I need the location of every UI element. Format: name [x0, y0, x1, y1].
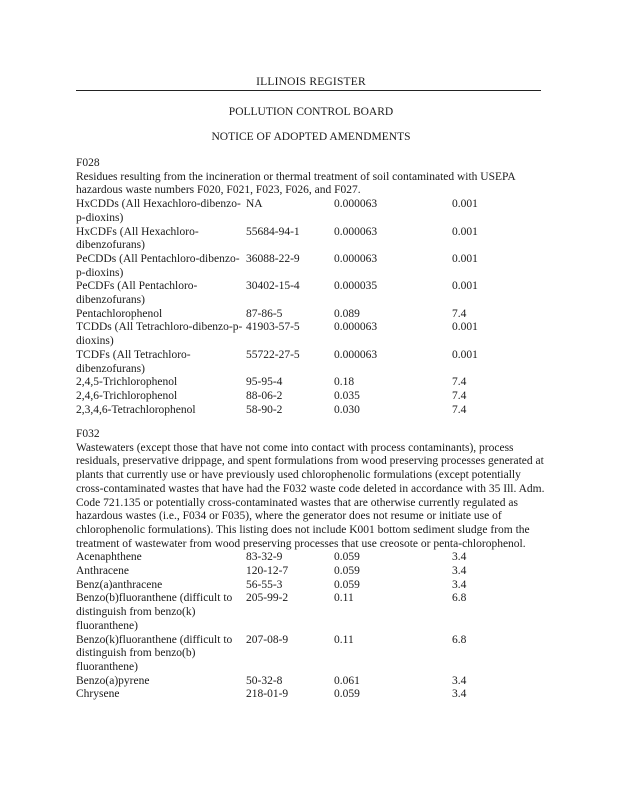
nonwastewater-standard: 6.8 — [452, 633, 467, 646]
constituent-name: Benzo(a)pyrene — [76, 674, 150, 687]
cas-number: 95-95-4 — [246, 376, 283, 389]
table-row — [76, 688, 548, 702]
cas-number: 30402-15-4 — [246, 280, 300, 293]
nonwastewater-standard: 6.8 — [452, 592, 467, 605]
cas-number: 55684-94-1 — [246, 225, 300, 238]
constituent-name: TCDFs (All Tetrachloro-dibenzofurans) — [76, 348, 191, 375]
constituent-name: Pentachlorophenol — [76, 307, 163, 320]
wastewater-standard: 0.059 — [334, 551, 360, 564]
table-row — [76, 349, 548, 376]
table-row — [76, 321, 548, 348]
constituent-name: Acenaphthene — [76, 551, 142, 564]
wastewater-standard: 0.000063 — [334, 348, 378, 361]
header-rule — [76, 90, 541, 91]
wastewater-standard: 0.059 — [334, 688, 360, 701]
nonwastewater-standard: 7.4 — [452, 403, 467, 416]
nonwastewater-standard: 3.4 — [452, 688, 467, 701]
nonwastewater-standard: 7.4 — [452, 307, 467, 320]
constituent-name: 2,4,5-Trichlorophenol — [76, 376, 178, 389]
constituent-name: PeCDFs (All Pentachloro-dibenzofurans) — [76, 280, 198, 307]
constituent-name: HxCDDs (All Hexachloro-dibenzo-p-dioxins) — [76, 198, 241, 224]
notice-title: NOTICE OF ADOPTED AMENDMENTS — [211, 131, 411, 143]
table-row — [76, 634, 548, 675]
constituent-name: Benzo(k)fluoranthene (difficult to distinguish from benzo(b) fluoranthene) — [76, 633, 233, 673]
table-row — [76, 226, 548, 253]
nonwastewater-standard: 3.4 — [452, 565, 467, 578]
nonwastewater-standard: 0.001 — [452, 225, 478, 238]
cas-number: 205-99-2 — [246, 592, 289, 605]
constituent-name: HxCDFs (All Hexachloro-dibenzofurans) — [76, 225, 199, 252]
nonwastewater-standard: 7.4 — [452, 389, 467, 402]
constituent-table — [76, 551, 548, 702]
nonwastewater-standard: 3.4 — [452, 578, 467, 591]
register-title: ILLINOIS REGISTER — [256, 76, 366, 88]
wastewater-standard: 0.11 — [334, 633, 354, 646]
table-row — [76, 565, 548, 579]
wastewater-standard: 0.000063 — [334, 252, 378, 265]
wastewater-standard: 0.030 — [334, 403, 360, 416]
table-row — [76, 308, 548, 322]
waste-code: F032 — [76, 428, 100, 440]
board-title: POLLUTION CONTROL BOARD — [228, 106, 394, 118]
wastewater-standard: 0.000063 — [334, 198, 378, 211]
cas-number: 41903-57-5 — [246, 321, 300, 334]
table-row — [76, 404, 548, 418]
cas-number: 56-55-3 — [246, 578, 283, 591]
table-row — [76, 675, 548, 689]
nonwastewater-standard: 7.4 — [452, 376, 467, 389]
nonwastewater-standard: 3.4 — [452, 551, 467, 564]
wastewater-standard: 0.059 — [334, 578, 360, 591]
waste-description: Residues resulting from the incineration or thermal treatment of soil contaminated with USEPA hazardous waste numbers F020, F021, F023, F026, and F027. — [76, 170, 516, 197]
wastewater-standard: 0.035 — [334, 389, 360, 402]
wastewater-standard: 0.059 — [334, 565, 360, 578]
cas-number: 218-01-9 — [246, 688, 289, 701]
cas-number: 88-06-2 — [246, 389, 283, 402]
waste-block-f032 — [76, 428, 548, 702]
waste-code: F028 — [76, 157, 100, 169]
constituent-name: Chrysene — [76, 688, 120, 701]
nonwastewater-standard: 0.001 — [452, 198, 478, 211]
nonwastewater-standard: 0.001 — [452, 252, 478, 265]
cas-number: 55722-27-5 — [246, 348, 300, 361]
nonwastewater-standard: 3.4 — [452, 674, 467, 687]
constituent-name: 2,4,6-Trichlorophenol — [76, 389, 178, 402]
constituent-name: 2,3,4,6-Tetrachlorophenol — [76, 403, 196, 416]
table-row — [76, 198, 548, 225]
cas-number: 36088-22-9 — [246, 252, 300, 265]
cas-number: NA — [246, 198, 263, 211]
wastewater-standard: 0.061 — [334, 674, 360, 687]
cas-number: 83-32-9 — [246, 551, 283, 564]
table-row — [76, 579, 548, 593]
cas-number: 50-32-8 — [246, 674, 283, 687]
constituent-name: Benz(a)anthracene — [76, 578, 163, 591]
table-row — [76, 551, 548, 565]
waste-description: Wastewaters (except those that have not come into contact with process contaminants), process residuals, preservative drippage, and spent formulations from wood preserving processes generated at plants that currently use or have previously used chlorophenolic formulations (except potentially cross-contaminated wastes that have had the F032 waste code deleted in accordance with 35 Ill. Adm. Code 721.135 or potentially cross-contaminated wastes that are otherwise currently regulated as hazardous wastes (i.e., F034 or F035), where the generator does not resume or initiate use of chlorophenolic formulations). This listing does not include K001 bottom sediment sludge from the treatment of wastewater from wood preserving processes that use creosote or penta-chlorophenol. — [76, 441, 545, 550]
wastewater-standard: 0.000035 — [334, 280, 378, 293]
table-row — [76, 280, 548, 307]
wastewater-standard: 0.089 — [334, 307, 360, 320]
wastewater-standard: 0.000063 — [334, 225, 378, 238]
cas-number: 87-86-5 — [246, 307, 283, 320]
table-row — [76, 376, 548, 390]
wastewater-standard: 0.18 — [334, 376, 355, 389]
constituent-name: Benzo(b)fluoranthene (difficult to distinguish from benzo(k) fluoranthene) — [76, 592, 233, 632]
waste-block-f028 — [76, 157, 548, 417]
cas-number: 207-08-9 — [246, 633, 289, 646]
table-row — [76, 592, 548, 633]
table-row — [76, 253, 548, 280]
constituent-name: PeCDDs (All Pentachloro-dibenzo-p-dioxins) — [76, 252, 240, 279]
wastewater-standard: 0.11 — [334, 592, 354, 605]
nonwastewater-standard: 0.001 — [452, 348, 478, 361]
cas-number: 58-90-2 — [246, 403, 283, 416]
nonwastewater-standard: 0.001 — [452, 280, 478, 293]
constituent-name: Anthracene — [76, 565, 129, 578]
wastewater-standard: 0.000063 — [334, 321, 378, 334]
nonwastewater-standard: 0.001 — [452, 321, 478, 334]
table-row — [76, 390, 548, 404]
constituent-name: TCDDs (All Tetrachloro-dibenzo-p-dioxins) — [76, 321, 243, 348]
constituent-table — [76, 198, 548, 417]
cas-number: 120-12-7 — [246, 565, 289, 578]
